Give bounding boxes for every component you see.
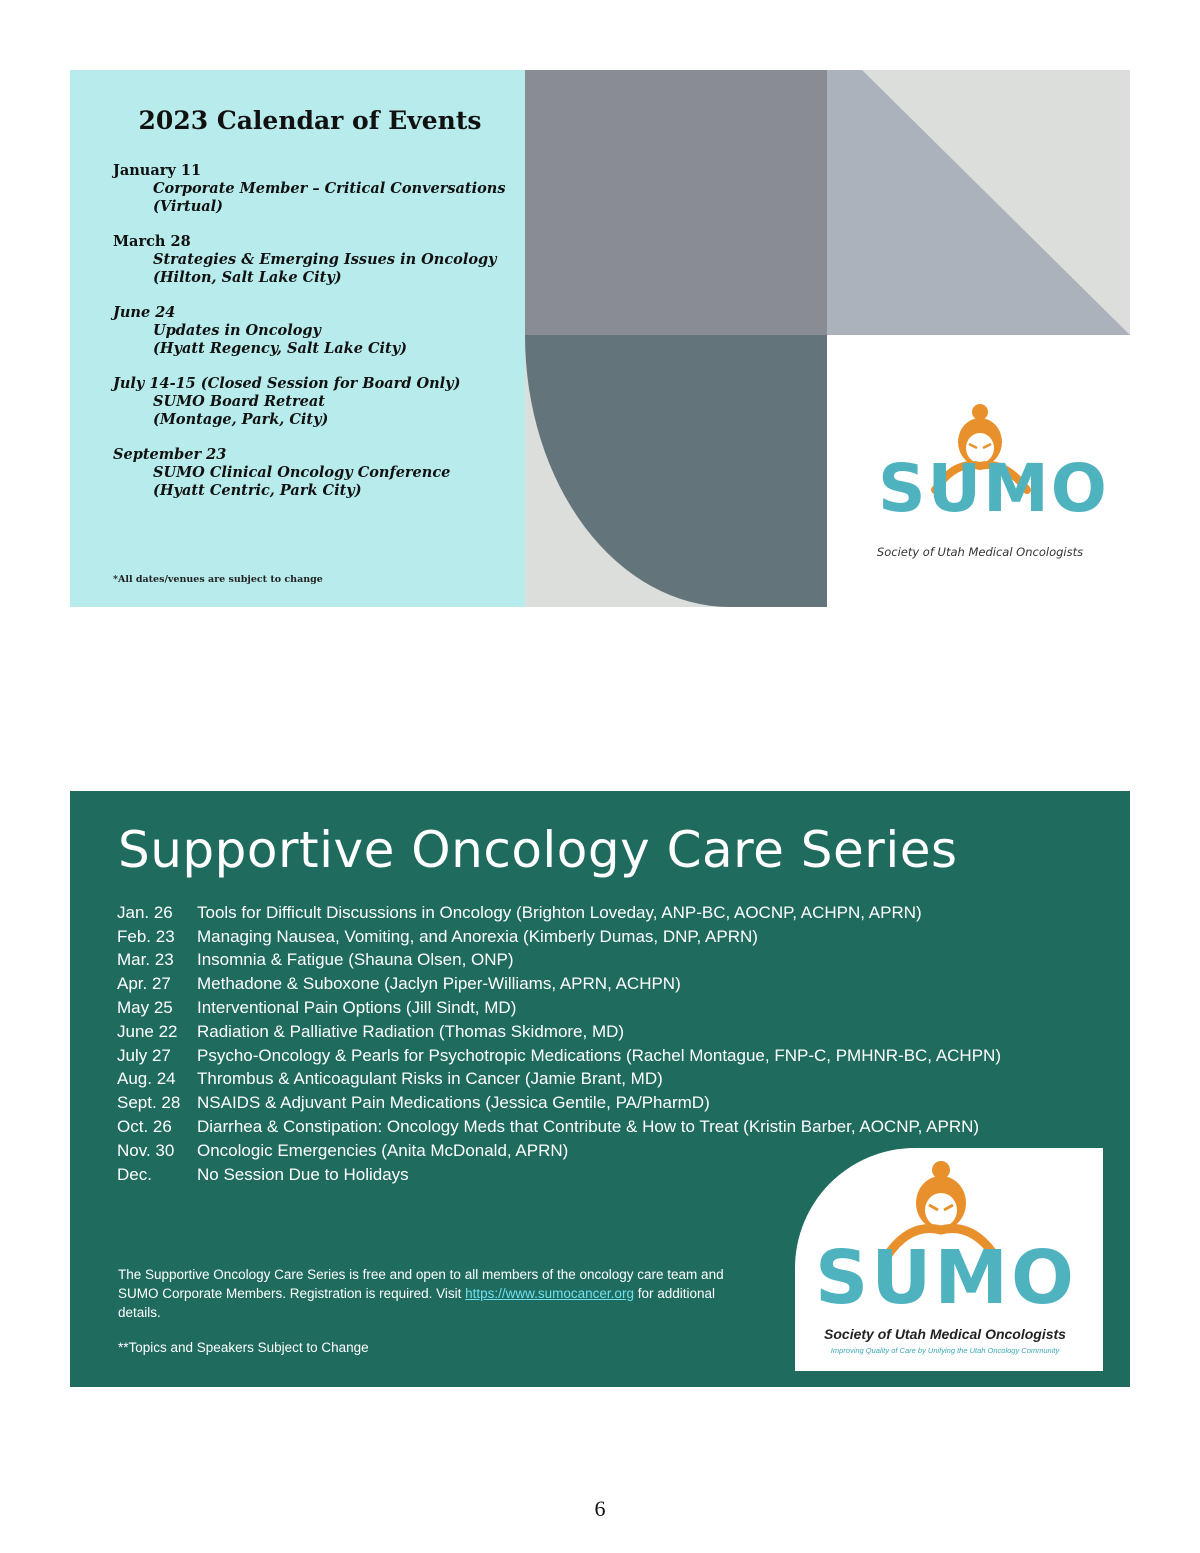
session-topic: Managing Nausea, Vomiting, and Anorexia (Kimberly Dumas, DNP, APRN) <box>197 926 758 946</box>
calendar-event-venue: (Montage, Park, City) <box>153 411 329 428</box>
calendar-event-venue: (Hyatt Centric, Park City) <box>153 482 362 499</box>
session-row <box>117 925 1001 949</box>
calendar-event-title: Updates in Oncology <box>153 322 321 339</box>
calendar-event-title: SUMO Board Retreat <box>153 393 325 410</box>
session-row <box>117 1068 1001 1092</box>
calendar-event-venue: (Hyatt Regency, Salt Lake City) <box>153 340 408 357</box>
sumo-wordmark: SUMO <box>878 450 1109 527</box>
session-topic: Insomnia & Fatigue (Shauna Olsen, ONP) <box>197 950 514 970</box>
session-row <box>117 1020 1001 1044</box>
calendar-event-date: January 11 <box>113 162 202 179</box>
session-date: Sept. 28 <box>117 1093 181 1113</box>
session-row <box>117 972 1001 996</box>
registration-link[interactable]: https://www.sumocancer.org <box>465 1286 634 1301</box>
sumo-logo-caption: Society of Utah Medical Oncologists <box>876 545 1084 559</box>
session-date: July 27 <box>117 1045 171 1065</box>
calendar-event-title: Strategies & Emerging Issues in Oncology <box>153 251 497 268</box>
session-row <box>117 1115 1001 1139</box>
calendar-event-date: June 24 <box>113 304 176 321</box>
calendar-event-date: July 14-15 (Closed Session for Board Only) <box>113 375 461 392</box>
session-date: Nov. 30 <box>117 1140 175 1160</box>
series-info-text-end: for additional details. <box>118 1286 716 1320</box>
session-date: Jan. 26 <box>117 902 173 922</box>
sumo-logo-panel <box>795 1148 1103 1371</box>
sumo-logo-tagline: Improving Quality of Care by Unifying the Utah Oncology Community <box>830 1346 1060 1355</box>
session-row <box>117 996 1001 1020</box>
session-topic: Tools for Difficult Discussions in Oncology (Brighton Loveday, ANP-BC, AOCNP, ACHPN, APRN) <box>197 902 922 922</box>
calendar-event-date: September 23 <box>113 446 227 463</box>
page-number: 6 <box>594 1496 606 1521</box>
session-topic: Psycho-Oncology & Pearls for Psychotropic Medications (Rachel Montague, FNP-C, PMHNR-BC, ACHPN) <box>197 1045 1001 1065</box>
series-slide <box>70 791 1130 1387</box>
series-title: Supportive Oncology Care Series <box>118 821 958 879</box>
session-date: Oct. 26 <box>117 1117 172 1137</box>
series-disclaimer: **Topics and Speakers Subject to Change <box>118 1340 369 1355</box>
session-date: Mar. 23 <box>117 950 174 970</box>
session-topic: Diarrhea & Constipation: Oncology Meds that Contribute & How to Treat (Kristin Barber, AOCNP, APRN) <box>197 1117 980 1137</box>
calendar-panel <box>70 70 525 607</box>
session-date: Aug. 24 <box>117 1069 176 1089</box>
session-topic: No Session Due to Holidays <box>197 1164 409 1184</box>
calendar-title: 2023 Calendar of Events <box>138 106 482 135</box>
calendar-disclaimer: *All dates/venues are subject to change <box>113 574 323 585</box>
session-row <box>117 901 1001 925</box>
session-date: May 25 <box>117 998 173 1018</box>
calendar-event <box>113 375 533 429</box>
sumo-logo-name: Society of Utah Medical Oncologists <box>824 1326 1066 1342</box>
calendar-event <box>113 304 533 358</box>
calendar-event-title: Corporate Member – Critical Conversations <box>153 180 506 197</box>
series-info <box>118 1265 758 1322</box>
calendar-event <box>113 446 533 500</box>
session-topic: NSAIDS & Adjuvant Pain Medications (Jessica Gentile, PA/PharmD) <box>197 1093 710 1113</box>
calendar-event-title: SUMO Clinical Oncology Conference <box>153 464 451 481</box>
session-topic: Thrombus & Anticoagulant Risks in Cancer (Jamie Brant, MD) <box>197 1069 663 1089</box>
calendar-event-date: March 28 <box>113 233 191 250</box>
session-topic: Radiation & Palliative Radiation (Thomas Skidmore, MD) <box>197 1021 625 1041</box>
session-date: Dec. <box>117 1164 152 1184</box>
session-row <box>117 949 1001 973</box>
calendar-event <box>113 233 533 287</box>
session-row <box>117 1091 1001 1115</box>
series-info-text: The Supportive Oncology Care Series is free and open to all members of the oncology care team and SUMO Corporate Members. Registration is required. Visit <box>118 1267 724 1301</box>
calendar-event-venue: (Virtual) <box>153 198 224 215</box>
sumo-wordmark: SUMO <box>815 1235 1077 1321</box>
session-date: Apr. 27 <box>117 974 171 994</box>
session-list <box>117 901 1001 1187</box>
calendar-slide <box>70 70 1130 607</box>
calendar-event-venue: (Hilton, Salt Lake City) <box>153 269 342 286</box>
session-topic: Methadone & Suboxone (Jaclyn Piper-Williams, APRN, ACHPN) <box>197 974 681 994</box>
calendar-event <box>113 162 533 216</box>
calendar-event-list <box>113 162 533 517</box>
session-date: Feb. 23 <box>117 926 175 946</box>
session-topic: Oncologic Emergencies (Anita McDonald, APRN) <box>197 1140 569 1160</box>
session-row <box>117 1044 1001 1068</box>
session-topic: Interventional Pain Options (Jill Sindt, MD) <box>197 998 517 1018</box>
session-date: June 22 <box>117 1021 178 1041</box>
